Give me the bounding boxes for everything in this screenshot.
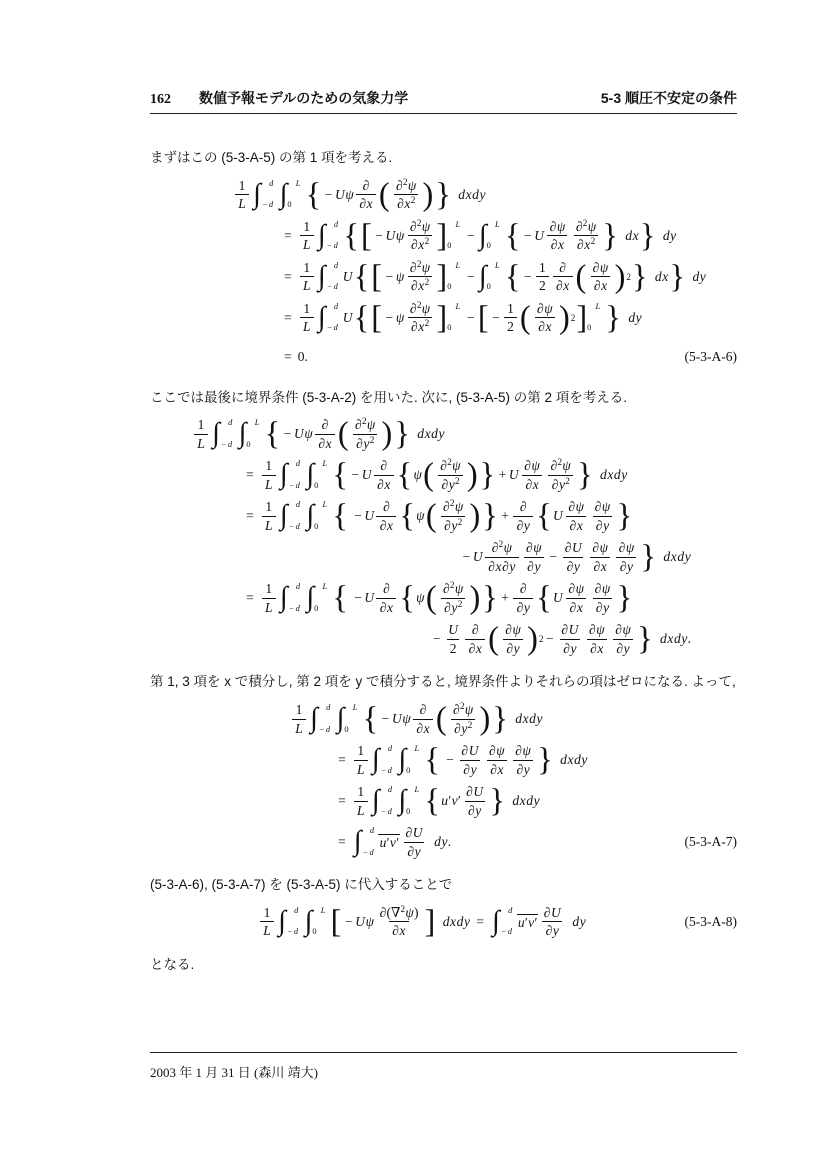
equation-number: (5-3-A-6) — [684, 348, 737, 364]
page-content — [150, 0, 737, 984]
math-expression: = $\frac{1}{L}$ ∫ d − d ∫ L 0 { u ′ v ′ ∂U ∂y } d x d y — [338, 783, 540, 820]
equation-line — [150, 622, 737, 656]
equation-line — [150, 702, 737, 736]
equation-line — [150, 905, 737, 939]
equation-line — [150, 178, 737, 212]
math-expression: = $\frac{1}{L}$ ∫ d − d ∫ L 0 { − U ∂ ∂x { ψ ( ∂$^2$ψ $\partial y^2$ ) } + ∂ ∂y { U ∂ψ ∂x ∂ψ ∂y } — [246, 498, 633, 535]
math-expression: − $\frac{U}{2}$ ∂ ∂x ( ∂ψ ∂y ) 2 − $\frac{\partial U}{\partial y}$ ∂ψ ∂x ∂ψ ∂y } d x d y . — [432, 621, 691, 658]
footer-date-author: 2003 年 1 月 31 日 (森川 靖大) — [150, 1065, 318, 1080]
equation-line — [150, 219, 737, 253]
paragraph-integration-result: 第 1, 3 項を x で積分し, 第 2 項を y で積分すると, 境界条件よりそれらの項はゼロになる. よって, — [150, 674, 736, 690]
math-expression: 1 L ∫ d − d ∫ L 0 { − U ψ ∂ ∂x ( ∂$^2$ψ $\partial y^2$ ) } d x d y — [290, 702, 543, 736]
equation-line — [150, 499, 737, 533]
equation-line — [150, 301, 737, 335]
math-expression: 1 L ∫ d − d ∫ L 0 [ − U ψ ∂(∇$^2$ψ) ∂x ] d x d y = ∫ d − d u′v′ ∂U ∂y d y — [258, 905, 586, 939]
math-expression: − U ∂$^2$ψ ∂x∂y ∂ψ ∂y − $\frac{\partial U}{\partial y}$ ∂ψ ∂x ∂ψ ∂y } d x d y — [462, 539, 691, 576]
equation-line — [150, 581, 737, 615]
math-expression: 1 L ∫ d − d ∫ L 0 { − U ψ ∂ ∂x ( ∂$^2$ψ $\partial x^2$ ) } d x d y — [233, 178, 486, 212]
paragraph-conclusion: となる. — [150, 956, 195, 972]
equation-line — [150, 784, 737, 818]
page-number: 162 — [150, 92, 171, 107]
math-expression: 1 L ∫ d − d ∫ L 0 { − U ψ ∂ ∂x ( ∂$^2$ψ $\partial y^2$ ) } d x d y — [192, 417, 445, 451]
section-title: 5-3 順圧不安定の条件 — [600, 90, 737, 106]
equation-line — [150, 417, 737, 451]
equation-number: (5-3-A-8) — [684, 913, 737, 929]
equation-line — [150, 342, 737, 372]
paragraph-intro-term1: まずはこの (5-3-A-5) の第 1 項を考える. — [150, 150, 393, 165]
math-expression: = $\frac{1}{L}$ ∫ d − d ∫ L 0 { − $\frac{\partial U}{\partial y}$ ∂ψ ∂x ∂ψ ∂y } d x d y — [338, 742, 588, 779]
equation-line — [150, 540, 737, 574]
paragraph-substitution: (5-3-A-6), (5-3-A-7) を (5-3-A-5) に代入することで — [150, 877, 453, 893]
paragraph-boundary-condition: ここでは最後に境界条件 (5-3-A-2) を用いた. 次に, (5-3-A-5) の第 2 項を考える. — [150, 389, 628, 405]
equation-line — [150, 260, 737, 294]
book-title: 数値予報モデルのための気象力学 — [199, 90, 409, 106]
math-expression: = ∫ d − d u′v′ ∂U ∂y d y . — [338, 825, 452, 859]
math-expression: = $\frac{1}{L}$ ∫ d − d ∫ L 0 { − U ∂ ∂x { ψ ( ∂$^2$ψ $\partial y^2$ ) } + U ∂ψ ∂x ∂$^2$ψ $\partial y^2$ } d x d y — [246, 457, 628, 494]
math-expression: = $\frac{1}{L}$ ∫ d − d { [ − U ψ ∂$^2$ψ $\partial x^2$ ] L 0 − ∫ L 0 { − U ∂ψ ∂x ∂$^2$ψ $\partial x^2$ } d x } d y — [284, 217, 677, 254]
math-expression: = $\frac{1}{L}$ ∫ d − d U { [ − ψ ∂$^2$ψ $\partial x^2$ ] L 0 − [ − $\frac{1}{2}$ ( ∂ψ ∂x ) 2 ] L 0 } d y — [284, 299, 642, 336]
equation-block-2 — [150, 417, 737, 656]
page-footer — [150, 1052, 737, 1081]
page-header — [150, 88, 737, 114]
math-expression: = 0. — [284, 348, 308, 364]
equation-block-1 — [150, 178, 737, 372]
equation-number: (5-3-A-7) — [684, 834, 737, 850]
equation-line — [150, 458, 737, 492]
equation-line — [150, 825, 737, 859]
math-expression: = $\frac{1}{L}$ ∫ d − d ∫ L 0 { − U ∂ ∂x { ψ ( ∂$^2$ψ $\partial y^2$ ) } + ∂ ∂y { U ∂ψ ∂x ∂ψ ∂y } — [246, 580, 633, 617]
equation-block-3 — [150, 702, 737, 859]
equation-line — [150, 743, 737, 777]
math-expression: = $\frac{1}{L}$ ∫ d − d U { [ − ψ ∂$^2$ψ $\partial x^2$ ] L 0 − ∫ L 0 { − $\frac{1}{2}$ ∂ ∂x ( ∂ψ ∂x ) 2 } d x } d y — [284, 258, 706, 295]
equation-block-4 — [150, 905, 737, 939]
